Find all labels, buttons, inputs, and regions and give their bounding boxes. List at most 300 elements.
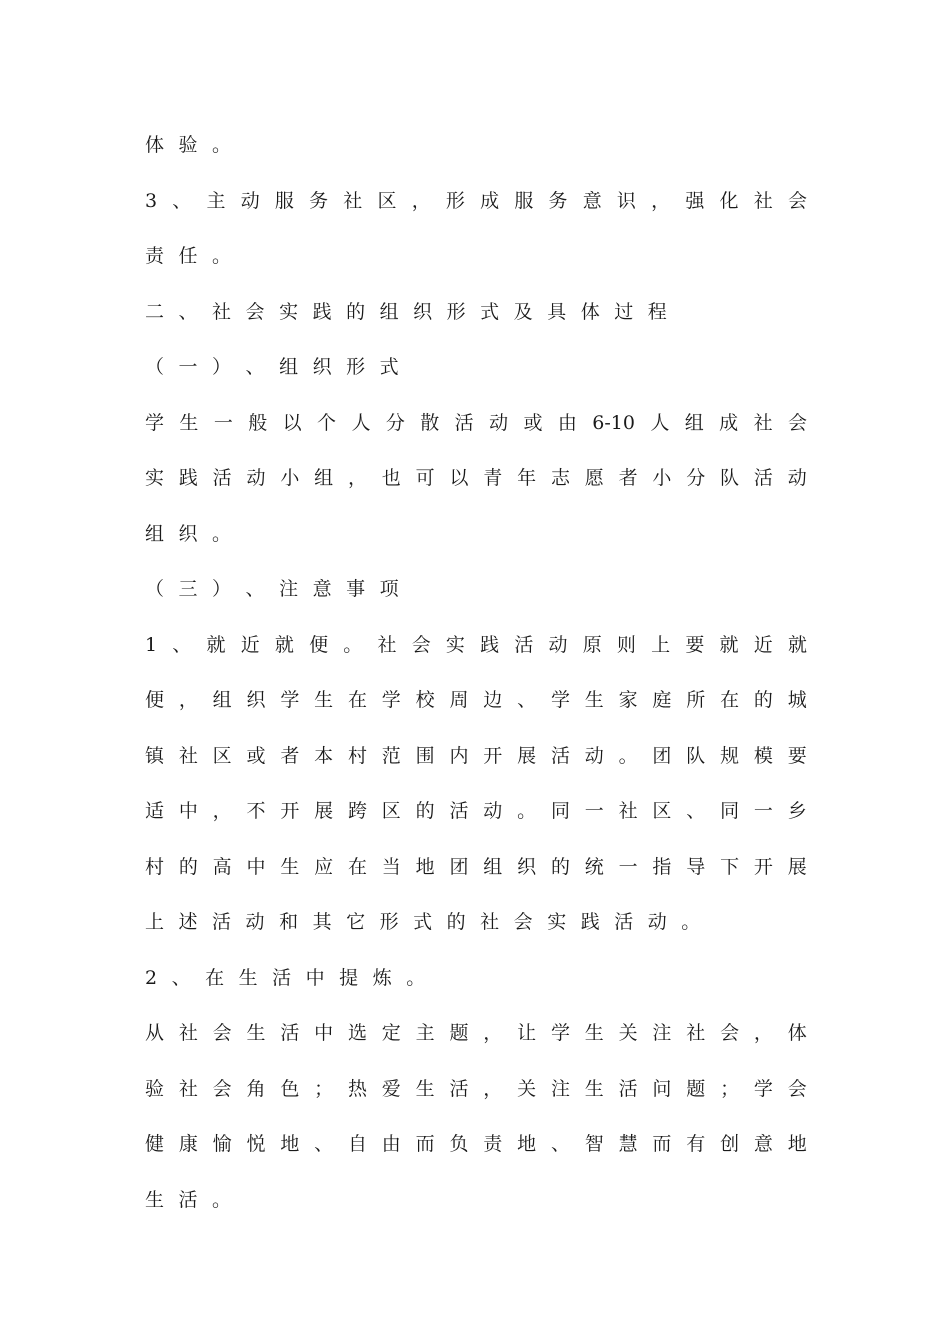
glyph: 组 xyxy=(483,856,503,878)
glyph: 践 xyxy=(580,911,600,933)
glyph: 志 xyxy=(550,467,570,489)
text-line xyxy=(145,907,807,937)
glyph: 色 xyxy=(280,1078,300,1100)
glyph: 在 xyxy=(347,856,367,878)
glyph: 形 xyxy=(346,356,366,378)
glyph: 织 xyxy=(312,356,332,378)
glyph: 地 xyxy=(280,1133,300,1155)
glyph: ， xyxy=(483,1022,503,1044)
glyph: 便 xyxy=(145,689,165,711)
text-line xyxy=(145,408,807,438)
glyph: 愉 xyxy=(212,1133,232,1155)
glyph: 动 xyxy=(787,467,807,489)
glyph: 社 xyxy=(343,190,363,212)
section-heading xyxy=(145,297,807,327)
glyph: 。 xyxy=(212,1189,232,1211)
glyph: 则 xyxy=(616,634,636,656)
glyph: 组 xyxy=(212,689,232,711)
glyph: 社 xyxy=(377,634,397,656)
glyph: 、 xyxy=(314,1133,334,1155)
glyph: 活 xyxy=(614,911,634,933)
glyph: 组 xyxy=(279,356,299,378)
glyph: 的 xyxy=(178,856,198,878)
glyph: 由 xyxy=(557,412,577,434)
glyph: 应 xyxy=(314,856,334,878)
text-line xyxy=(145,1018,807,1048)
glyph: 社 xyxy=(178,1078,198,1100)
glyph: 周 xyxy=(449,689,469,711)
glyph: 团 xyxy=(652,745,672,767)
glyph: 或 xyxy=(246,745,266,767)
glyph: 原 xyxy=(582,634,602,656)
glyph: 。 xyxy=(681,911,701,933)
glyph: 、 xyxy=(172,190,192,212)
glyph: 中 xyxy=(305,967,325,989)
glyph: ， xyxy=(411,190,431,212)
glyph: 社 xyxy=(178,745,198,767)
glyph: 学 xyxy=(280,689,300,711)
glyph: 区 xyxy=(212,745,232,767)
glyph: 导 xyxy=(686,856,706,878)
glyph: 分 xyxy=(385,412,405,434)
glyph: 成 xyxy=(480,190,500,212)
glyph: 般 xyxy=(248,412,268,434)
glyph: 队 xyxy=(686,745,706,767)
glyph: 的 xyxy=(550,856,570,878)
glyph: 活 xyxy=(618,1078,638,1100)
glyph: 开 xyxy=(280,800,300,822)
glyph: ， xyxy=(651,190,671,212)
glyph: 组 xyxy=(379,301,399,323)
glyph: 体 xyxy=(580,301,600,323)
glyph: 社 xyxy=(178,1022,198,1044)
glyph: 它 xyxy=(346,911,366,933)
glyph: 会 xyxy=(720,1022,740,1044)
glyph: 而 xyxy=(415,1133,435,1155)
glyph: 实 xyxy=(547,911,567,933)
glyph: 康 xyxy=(178,1133,198,1155)
text-line xyxy=(145,852,807,882)
text-line xyxy=(145,796,807,826)
glyph: 就 xyxy=(274,634,294,656)
glyph: 服 xyxy=(514,190,534,212)
glyph: 注 xyxy=(652,1022,672,1044)
glyph: 适 xyxy=(145,800,165,822)
glyph: 。 xyxy=(212,134,232,156)
glyph: 组 xyxy=(145,523,165,545)
glyph: 社 xyxy=(480,911,500,933)
glyph: 或 xyxy=(523,412,543,434)
glyph: 乡 xyxy=(787,800,807,822)
glyph: 热 xyxy=(347,1078,367,1100)
subsection-heading xyxy=(145,574,807,604)
glyph: 、 xyxy=(686,800,706,822)
text-line xyxy=(145,630,807,660)
glyph: 边 xyxy=(483,689,503,711)
glyph: 庭 xyxy=(652,689,672,711)
glyph: 也 xyxy=(381,467,401,489)
glyph: ， xyxy=(212,800,232,822)
glyph: 村 xyxy=(145,856,165,878)
glyph: ， xyxy=(347,467,367,489)
glyph: 1 xyxy=(145,634,158,656)
glyph: 让 xyxy=(517,1022,537,1044)
glyph: 一 xyxy=(213,412,233,434)
glyph: 务 xyxy=(309,190,329,212)
text-line xyxy=(145,963,807,993)
glyph: 上 xyxy=(145,911,165,933)
glyph: 生 xyxy=(584,1022,604,1044)
glyph: 开 xyxy=(753,856,773,878)
glyph: 社 xyxy=(753,412,773,434)
glyph: 城 xyxy=(787,689,807,711)
glyph: 创 xyxy=(720,1133,740,1155)
glyph: 会 xyxy=(787,1078,807,1100)
glyph: 、 xyxy=(517,689,537,711)
glyph: 社 xyxy=(686,1022,706,1044)
glyph: 践 xyxy=(178,467,198,489)
glyph: 动 xyxy=(240,190,260,212)
text-line xyxy=(145,1185,807,1215)
glyph: 生 xyxy=(280,856,300,878)
glyph: 织 xyxy=(413,301,433,323)
glyph: 个 xyxy=(317,412,337,434)
glyph: 中 xyxy=(178,800,198,822)
glyph: 在 xyxy=(720,689,740,711)
glyph: 便 xyxy=(309,634,329,656)
glyph: 愿 xyxy=(584,467,604,489)
glyph: 镇 xyxy=(145,745,165,767)
glyph: 高 xyxy=(212,856,232,878)
glyph: 服 xyxy=(274,190,294,212)
glyph: 一 xyxy=(618,856,638,878)
glyph: 在 xyxy=(205,967,225,989)
glyph: 。 xyxy=(406,967,426,989)
glyph: 开 xyxy=(483,745,503,767)
glyph: 地 xyxy=(415,856,435,878)
glyph: 内 xyxy=(449,745,469,767)
glyph: 队 xyxy=(720,467,740,489)
glyph: ， xyxy=(178,689,198,711)
glyph: 意 xyxy=(312,578,332,600)
glyph: 生 xyxy=(584,689,604,711)
glyph: 动 xyxy=(584,745,604,767)
subsection-heading xyxy=(145,352,807,382)
glyph: 形 xyxy=(445,190,465,212)
glyph: 3 xyxy=(145,190,158,212)
glyph: 在 xyxy=(347,689,367,711)
glyph: 织 xyxy=(246,689,266,711)
glyph: 本 xyxy=(314,745,334,767)
glyph: 近 xyxy=(240,634,260,656)
glyph: 形 xyxy=(446,301,466,323)
glyph: 一 xyxy=(178,356,198,378)
glyph: ） xyxy=(212,356,232,378)
glyph: 地 xyxy=(517,1133,537,1155)
glyph: 同 xyxy=(550,800,570,822)
glyph: 会 xyxy=(212,1078,232,1100)
glyph: 动 xyxy=(489,412,509,434)
glyph: 会 xyxy=(513,911,533,933)
glyph: 式 xyxy=(379,356,399,378)
glyph: 的 xyxy=(415,800,435,822)
glyph: 展 xyxy=(314,800,334,822)
glyph: 验 xyxy=(178,134,198,156)
glyph: 学 xyxy=(550,689,570,711)
glyph: 。 xyxy=(618,745,638,767)
glyph: 学 xyxy=(145,412,165,434)
glyph: 程 xyxy=(647,301,667,323)
glyph: 注 xyxy=(279,578,299,600)
glyph: 关 xyxy=(618,1022,638,1044)
glyph: 要 xyxy=(685,634,705,656)
glyph: 化 xyxy=(719,190,739,212)
glyph: 人 xyxy=(351,412,371,434)
glyph: 自 xyxy=(347,1133,367,1155)
glyph: 具 xyxy=(547,301,567,323)
glyph: 会 xyxy=(411,634,431,656)
glyph: 活 xyxy=(212,911,232,933)
glyph: 活 xyxy=(212,467,232,489)
glyph: 区 xyxy=(381,800,401,822)
glyph: 社 xyxy=(212,301,232,323)
glyph: 所 xyxy=(686,689,706,711)
glyph: 慧 xyxy=(618,1133,638,1155)
text-line xyxy=(145,130,807,160)
glyph: 青 xyxy=(483,467,503,489)
glyph: 题 xyxy=(449,1022,469,1044)
glyph: 的 xyxy=(446,911,466,933)
glyph: 模 xyxy=(753,745,773,767)
glyph: 小 xyxy=(280,467,300,489)
glyph: 生 xyxy=(584,1078,604,1100)
glyph: ， xyxy=(483,1078,503,1100)
glyph: 以 xyxy=(282,412,302,434)
glyph: 、 xyxy=(171,967,191,989)
glyph: 动 xyxy=(548,634,568,656)
glyph: 中 xyxy=(314,1022,334,1044)
glyph: 社 xyxy=(753,190,773,212)
glyph: 展 xyxy=(517,745,537,767)
glyph: 项 xyxy=(379,578,399,600)
glyph: 会 xyxy=(212,1022,232,1044)
glyph: 动 xyxy=(246,467,266,489)
glyph: 2 xyxy=(145,967,158,989)
glyph: 活 xyxy=(454,412,474,434)
glyph: 小 xyxy=(652,467,672,489)
glyph: 分 xyxy=(686,467,706,489)
glyph: 织 xyxy=(178,523,198,545)
text-line xyxy=(145,186,807,216)
glyph: 家 xyxy=(618,689,638,711)
glyph: 同 xyxy=(720,800,740,822)
text-line xyxy=(145,519,807,549)
glyph: 意 xyxy=(582,190,602,212)
glyph: 组 xyxy=(314,467,334,489)
glyph: 、 xyxy=(245,356,265,378)
glyph: 形 xyxy=(379,911,399,933)
glyph: 二 xyxy=(145,301,165,323)
glyph: 下 xyxy=(720,856,740,878)
glyph: 组 xyxy=(684,412,704,434)
glyph: 会 xyxy=(787,190,807,212)
glyph: 活 xyxy=(449,800,469,822)
glyph: （ xyxy=(145,578,165,600)
glyph: 践 xyxy=(480,634,500,656)
glyph: 有 xyxy=(686,1133,706,1155)
glyph: 散 xyxy=(420,412,440,434)
glyph: 而 xyxy=(652,1133,672,1155)
glyph: 责 xyxy=(483,1133,503,1155)
glyph: ， xyxy=(753,1022,773,1044)
glyph: 就 xyxy=(787,634,807,656)
glyph: 践 xyxy=(312,301,332,323)
glyph: 意 xyxy=(753,1133,773,1155)
glyph: 务 xyxy=(548,190,568,212)
glyph: ） xyxy=(212,578,232,600)
text-line xyxy=(145,463,807,493)
glyph: 识 xyxy=(616,190,636,212)
glyph: 定 xyxy=(381,1022,401,1044)
glyph: 当 xyxy=(381,856,401,878)
glyph: 。 xyxy=(343,634,363,656)
glyph: 生 xyxy=(246,1022,266,1044)
glyph: 者 xyxy=(280,745,300,767)
glyph: 、 xyxy=(172,634,192,656)
glyph: 上 xyxy=(651,634,671,656)
glyph: 实 xyxy=(279,301,299,323)
glyph: 会 xyxy=(245,301,265,323)
glyph: 指 xyxy=(652,856,672,878)
glyph: 体 xyxy=(145,134,165,156)
glyph: 学 xyxy=(753,1078,773,1100)
glyph: 生 xyxy=(145,1189,165,1211)
glyph: 活 xyxy=(272,967,292,989)
glyph: 可 xyxy=(415,467,435,489)
glyph: 要 xyxy=(787,745,807,767)
glyph: 社 xyxy=(618,800,638,822)
glyph: 实 xyxy=(445,634,465,656)
glyph: 关 xyxy=(517,1078,537,1100)
glyph: 就 xyxy=(719,634,739,656)
glyph: 织 xyxy=(517,856,537,878)
glyph: 统 xyxy=(584,856,604,878)
glyph: 团 xyxy=(449,856,469,878)
glyph: 题 xyxy=(686,1078,706,1100)
glyph: 的 xyxy=(753,689,773,711)
glyph: ； xyxy=(720,1078,740,1100)
glyph: 围 xyxy=(415,745,435,767)
glyph: 。 xyxy=(517,800,537,822)
glyph: 角 xyxy=(246,1078,266,1100)
glyph: 。 xyxy=(212,523,232,545)
glyph: 6-10 xyxy=(592,412,635,434)
glyph: 生 xyxy=(179,412,199,434)
glyph: 活 xyxy=(514,634,534,656)
glyph: 生 xyxy=(238,967,258,989)
glyph: 活 xyxy=(178,1189,198,1211)
glyph: 区 xyxy=(652,800,672,822)
glyph: 活 xyxy=(449,1078,469,1100)
glyph: 爱 xyxy=(381,1078,401,1100)
glyph: 问 xyxy=(652,1078,672,1100)
glyph: 人 xyxy=(650,412,670,434)
glyph: 中 xyxy=(246,856,266,878)
text-line xyxy=(145,1074,807,1104)
glyph: 会 xyxy=(787,412,807,434)
text-line xyxy=(145,1129,807,1159)
glyph: 村 xyxy=(347,745,367,767)
glyph: 区 xyxy=(377,190,397,212)
glyph: 校 xyxy=(415,689,435,711)
glyph: 过 xyxy=(614,301,634,323)
glyph: 、 xyxy=(550,1133,570,1155)
glyph: 述 xyxy=(178,911,198,933)
text-line xyxy=(145,741,807,771)
glyph: 生 xyxy=(314,689,334,711)
glyph: 、 xyxy=(178,301,198,323)
glyph: 智 xyxy=(584,1133,604,1155)
text-line xyxy=(145,241,807,271)
glyph: 由 xyxy=(381,1133,401,1155)
glyph: 者 xyxy=(618,467,638,489)
glyph: （ xyxy=(145,356,165,378)
glyph: 一 xyxy=(584,800,604,822)
glyph: 式 xyxy=(480,301,500,323)
glyph: 动 xyxy=(483,800,503,822)
glyph: 主 xyxy=(206,190,226,212)
glyph: 从 xyxy=(145,1022,165,1044)
glyph: 强 xyxy=(685,190,705,212)
glyph: 责 xyxy=(145,245,165,267)
glyph: 悦 xyxy=(246,1133,266,1155)
glyph: 以 xyxy=(449,467,469,489)
glyph: 学 xyxy=(381,689,401,711)
glyph: 活 xyxy=(280,1022,300,1044)
glyph: 式 xyxy=(413,911,433,933)
glyph: 。 xyxy=(212,245,232,267)
glyph: 及 xyxy=(513,301,533,323)
glyph: 就 xyxy=(206,634,226,656)
glyph: 活 xyxy=(550,745,570,767)
glyph: 其 xyxy=(312,911,332,933)
glyph: 事 xyxy=(346,578,366,600)
glyph: 验 xyxy=(145,1078,165,1100)
text-line xyxy=(145,685,807,715)
glyph: 注 xyxy=(550,1078,570,1100)
glyph: 近 xyxy=(753,634,773,656)
glyph: 年 xyxy=(517,467,537,489)
glyph: 地 xyxy=(787,1133,807,1155)
glyph: 选 xyxy=(347,1022,367,1044)
glyph: 展 xyxy=(787,856,807,878)
glyph: 实 xyxy=(145,467,165,489)
glyph: 活 xyxy=(753,467,773,489)
glyph: 主 xyxy=(415,1022,435,1044)
glyph: ； xyxy=(314,1078,334,1100)
glyph: 学 xyxy=(550,1022,570,1044)
glyph: 规 xyxy=(720,745,740,767)
glyph: 动 xyxy=(245,911,265,933)
glyph: 体 xyxy=(787,1022,807,1044)
glyph: 跨 xyxy=(347,800,367,822)
glyph: 和 xyxy=(279,911,299,933)
glyph: 的 xyxy=(346,301,366,323)
glyph: 不 xyxy=(246,800,266,822)
glyph: 生 xyxy=(415,1078,435,1100)
glyph: 任 xyxy=(178,245,198,267)
glyph: 、 xyxy=(245,578,265,600)
